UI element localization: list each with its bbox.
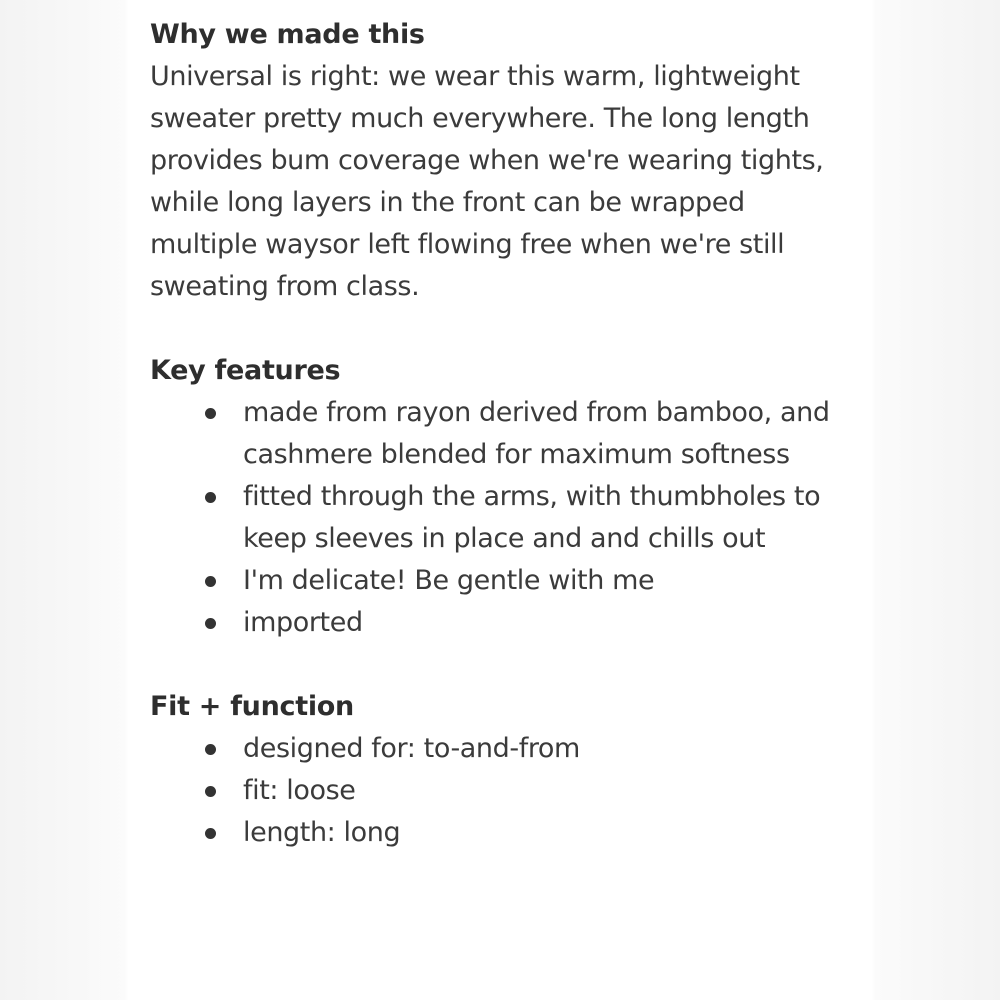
list-item-text: imported [243, 607, 363, 638]
list-item [243, 728, 850, 770]
list-item-text: length: long [243, 817, 401, 848]
list-item [243, 812, 850, 854]
list-item [243, 602, 850, 644]
list-item-text: fitted through the arms, with thumbholes to keep sleeves in place and and chills out [243, 481, 821, 554]
list-item [243, 560, 850, 602]
list-item [243, 770, 850, 812]
list-item-text: fit: loose [243, 775, 356, 806]
product-description-panel [128, 0, 872, 1000]
fit-heading: Fit + function [150, 691, 354, 722]
why-heading: Why we made this [150, 19, 425, 50]
why-body: Universal is right: we wear this warm, lightweight sweater pretty much everywhere. The long length provides bum coverage when we're wearing tights, while long layers in the front can be wrapped multiple waysor left flowing free when we're still sweating from class. [150, 61, 824, 302]
description-text [150, 14, 850, 854]
list-item-text: made from rayon derived from bamboo, and cashmere blended for maximum softness [243, 397, 830, 470]
list-item-text: I'm delicate! Be gentle with me [243, 565, 655, 596]
list-item [243, 476, 850, 560]
fit-list [150, 728, 850, 854]
section-spacer [150, 644, 850, 686]
bullet-icon [205, 408, 216, 419]
section-spacer [150, 308, 850, 350]
bullet-icon [205, 492, 216, 503]
features-list [150, 392, 850, 644]
list-item-text: designed for: to-and-from [243, 733, 580, 764]
bullet-icon [205, 618, 216, 629]
bullet-icon [205, 576, 216, 587]
list-item [243, 392, 850, 476]
bullet-icon [205, 828, 216, 839]
bullet-icon [205, 786, 216, 797]
features-heading: Key features [150, 355, 341, 386]
bullet-icon [205, 744, 216, 755]
